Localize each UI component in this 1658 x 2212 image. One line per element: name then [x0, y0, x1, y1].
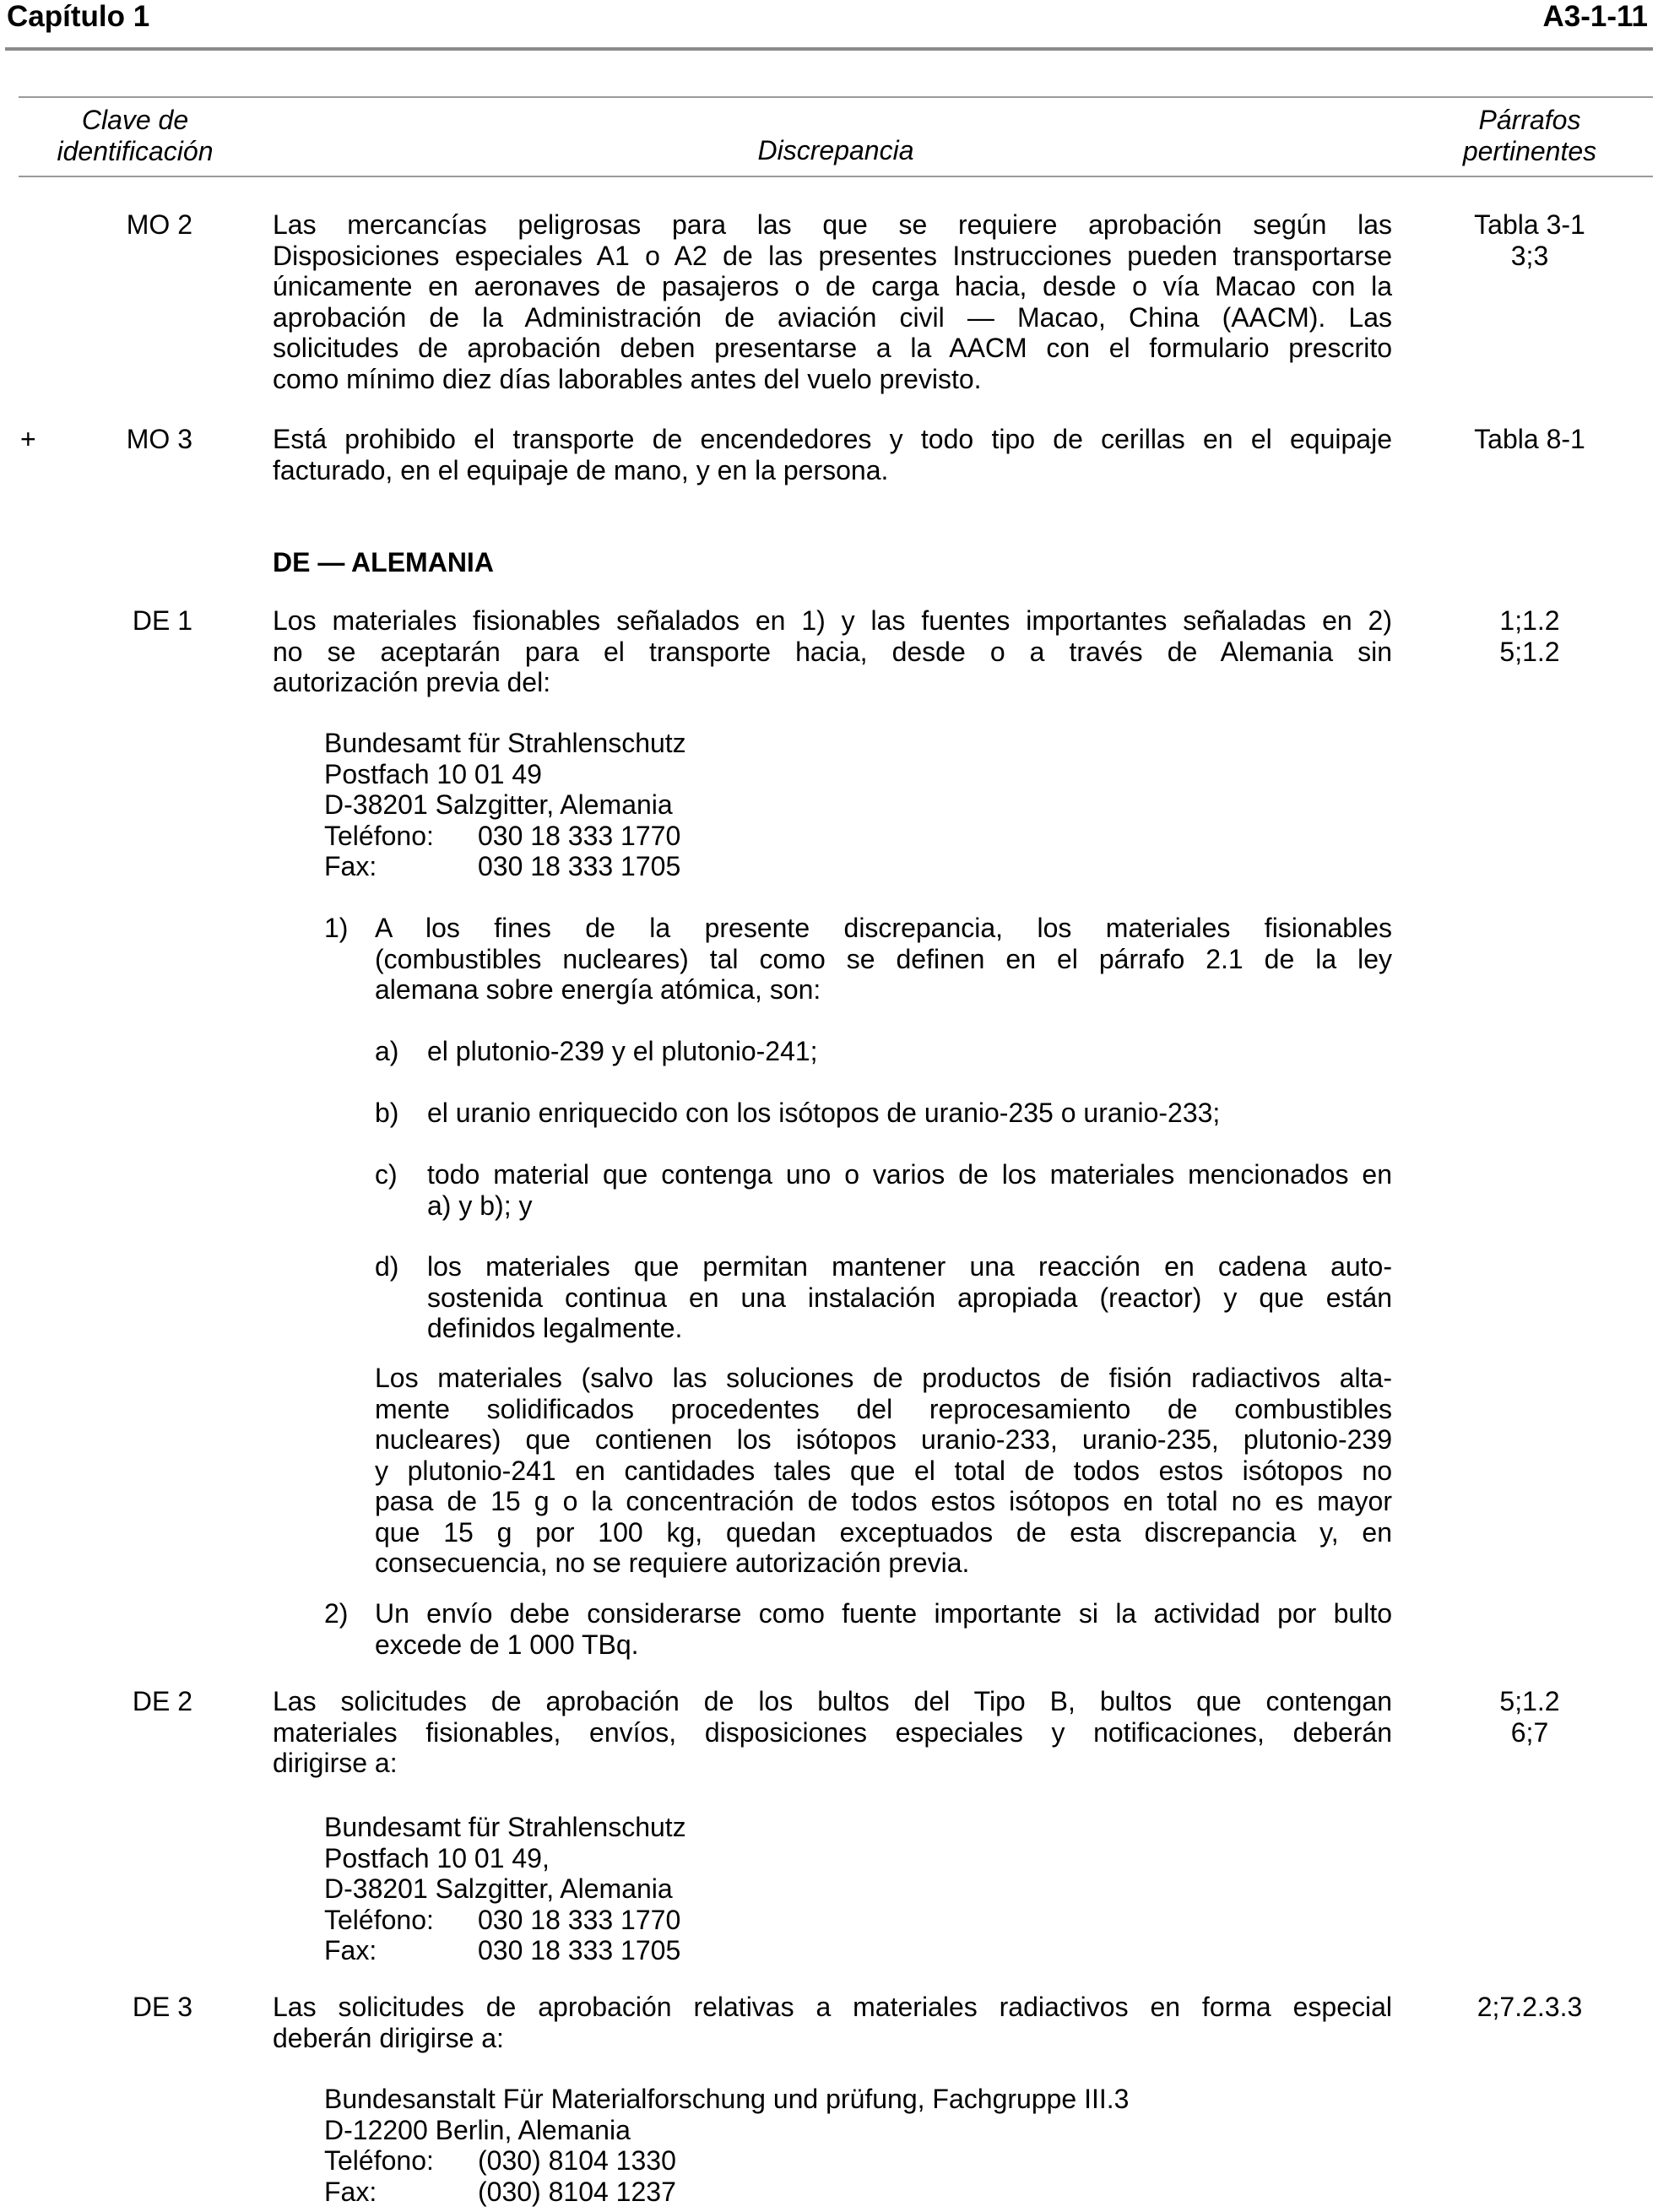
amendment-marker: + [20, 424, 36, 454]
sublist-item-a: el plutonio-239 y el plutonio-241; [427, 1036, 818, 1066]
page-number: A3-1-11 [1542, 0, 1648, 33]
list-number-2: 2) [324, 1598, 349, 1629]
sublist-letter-a: a) [375, 1036, 399, 1066]
sublist-item-c: todo material que contenga uno o varios de los materiales mencionados en a) y b); y [427, 1159, 1392, 1221]
sublist-letter-b: b) [375, 1098, 399, 1128]
address-block-de2: Bundesamt für Strahlenschutz Postfach 10 01 49, D-38201 Salzgitter, Alemania Teléfono: 030 18 333 1770 Fax: 030 18 333 1705 [324, 1812, 686, 1965]
list-item-2: Un envío debe considerarse como fuente importante si la actividad por bulto excede de 1 000 TBq. [375, 1598, 1392, 1660]
address-block-de3: Bundesanstalt Für Materialforschung und prüfung, Fachgruppe III.3 D-12200 Berlin, Alemania Teléfono: (030) 8104 1330 Fax: (030) 8104 1237 [324, 2084, 1130, 2207]
sublist-letter-c: c) [375, 1159, 398, 1190]
phone-line: Teléfono: 030 18 333 1770 [324, 820, 681, 851]
entry-text-mo3: Está prohibido el transporte de encendedores y todo tipo de cerillas en el equipaje facturado, en el equipaje de mano, y en la persona. [273, 424, 1392, 485]
entry-text-de2: Las solicitudes de aprobación de los bultos del Tipo B, bultos que contengan materiales fisionables, envíos, disposiciones especiales y notificaciones, deberán dirigirse a: [273, 1686, 1392, 1778]
fax-line: Fax: 030 18 333 1705 [324, 851, 681, 881]
exemption-paragraph: Los materiales (salvo las soluciones de productos de fisión radiactivos alta- mente solidificados procedentes del reprocesamiento de combustibles nucleares) que contienen los isótopos uranio-233, uranio-235, plutonio-239 y plutonio-241 en cantidades tales que el total de todos estos isótopos no pasa de 15 g o la concentración de todos estos isótopos en total no es mayor que 15 g por 100 kg, quedan exceptuados de esta discrepancia y, en consecuencia, no se requiere autorización previa. [375, 1363, 1392, 1578]
entry-refs-de2: 5;1.2 6;7 [1499, 1686, 1560, 1748]
column-header-key: Clave de identificación [57, 105, 214, 166]
entry-text-de3: Las solicitudes de aprobación relativas a materiales radiactivos en forma especial deberán dirigirse a: [273, 1992, 1392, 2053]
column-header-discrepancy: Discrepancia [757, 135, 914, 165]
header-rule [5, 47, 1653, 51]
sublist-item-b: el uranio enriquecido con los isótopos de uranio-235 o uranio-233; [427, 1098, 1221, 1128]
entry-text-mo2: Las mercancías peligrosas para las que se requiere aprobación según las Disposiciones especiales A1 o A2 de las presentes Instrucciones pueden transportarse únicamente en aeronaves de pasajeros o de carga hacia, desde o vía Macao con la aprobación de la Administración de aviación civil — Macao, China (AACM). Las solicitudes de aprobación deben presentarse a la AACM con el formulario prescrito como mínimo diez días laborables antes del vuelo previsto. [273, 209, 1392, 394]
table-header-rule [19, 176, 1653, 177]
table-top-rule [19, 96, 1653, 98]
fax-line: Fax: (030) 8104 1237 [324, 2176, 676, 2207]
phone-line: Teléfono: 030 18 333 1770 [324, 1904, 681, 1935]
list-item-1: A los fines de la presente discrepancia, los materiales fisionables (combustibles nucleares) tal como se definen en el párrafo 2.1 de la ley alemana sobre energía atómica, son: [375, 913, 1392, 1005]
entry-refs-mo3: Tabla 8-1 [1474, 424, 1585, 454]
chapter-title: Capítulo 1 [7, 0, 150, 33]
column-header-refs: Párrafos pertinentes [1462, 105, 1597, 166]
entry-key-de1: DE 1 [132, 605, 192, 636]
section-heading-germany: DE — ALEMANIA [273, 547, 494, 577]
entry-refs-de3: 2;7.2.3.3 [1476, 1992, 1583, 2022]
entry-key-de3: DE 3 [132, 1992, 192, 2022]
entry-key-mo3: MO 3 [126, 424, 192, 454]
entry-text-de1: Los materiales fisionables señalados en 1) y las fuentes importantes señaladas en 2) no se aceptarán para el transporte hacia, desde o a través de Alemania sin autorización previa del: [273, 605, 1392, 697]
entry-key-de2: DE 2 [132, 1686, 192, 1716]
address-block-de1: Bundesamt für Strahlenschutz Postfach 10 01 49 D-38201 Salzgitter, Alemania Teléfono: 030 18 333 1770 Fax: 030 18 333 1705 [324, 728, 686, 881]
entry-refs-de1: 1;1.2 5;1.2 [1499, 605, 1560, 667]
entry-refs-mo2: Tabla 3-1 3;3 [1474, 209, 1585, 271]
entry-key-mo2: MO 2 [126, 209, 192, 240]
fax-line: Fax: 030 18 333 1705 [324, 1935, 681, 1965]
sublist-letter-d: d) [375, 1251, 399, 1282]
phone-line: Teléfono: (030) 8104 1330 [324, 2145, 676, 2176]
list-number-1: 1) [324, 913, 349, 943]
sublist-item-d: los materiales que permitan mantener una reacción en cadena auto- sostenida continua en una instalación apropiada (reactor) y que están definidos legalmente. [427, 1251, 1392, 1343]
